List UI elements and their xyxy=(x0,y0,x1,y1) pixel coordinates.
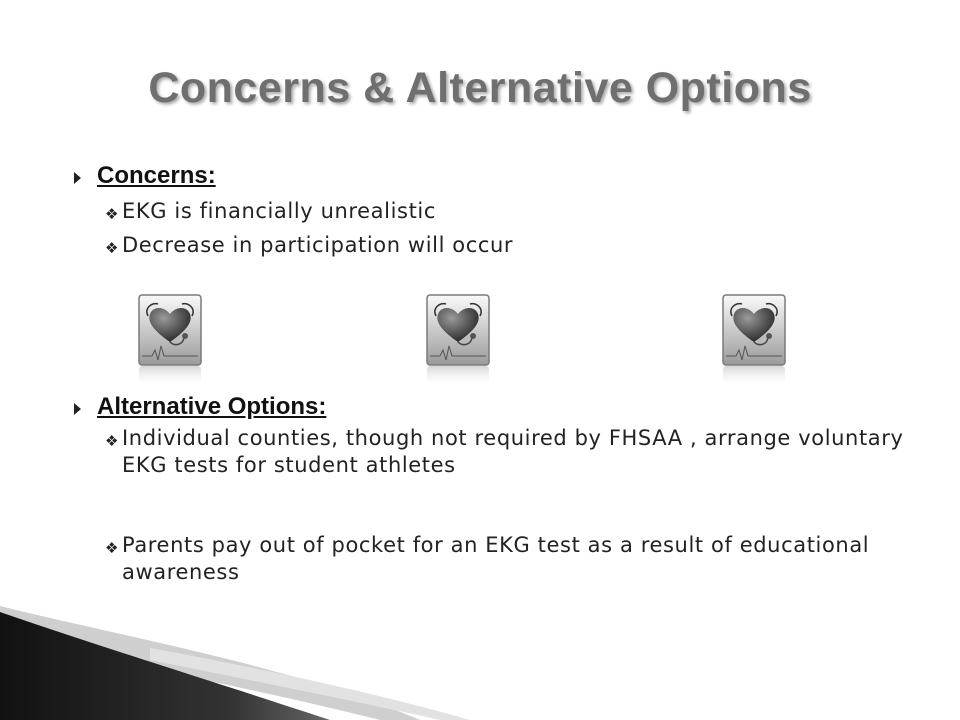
arrow-bullet-icon xyxy=(74,403,81,415)
concern-text: EKG is financially unrealistic xyxy=(122,199,436,223)
list-item xyxy=(74,198,914,225)
heart-stethoscope-ekg-icon xyxy=(426,294,490,390)
concerns-list xyxy=(74,198,914,259)
list-item xyxy=(74,232,914,259)
heart-stethoscope-ekg-icon xyxy=(138,294,202,390)
arrow-bullet-icon xyxy=(74,172,81,184)
concerns-heading: Concerns: xyxy=(97,162,216,189)
alternative-text: Parents pay out of pocket for an EKG test as a result of educational awareness xyxy=(122,533,870,584)
alternatives-heading: Alternative Options: xyxy=(97,393,327,420)
list-item xyxy=(74,425,914,479)
diamond-bullet-icon: ❖ xyxy=(105,432,120,450)
alternatives-list xyxy=(74,425,914,586)
list-item xyxy=(74,532,914,586)
heart-stethoscope-ekg-icon xyxy=(722,294,786,390)
concerns-section xyxy=(74,162,914,266)
alternatives-section xyxy=(74,393,914,639)
diamond-bullet-icon: ❖ xyxy=(105,205,120,223)
diamond-bullet-icon: ❖ xyxy=(105,239,120,257)
concerns-heading-row xyxy=(74,162,914,194)
diamond-bullet-icon: ❖ xyxy=(105,539,120,557)
slide-title: Concerns & Alternative Options xyxy=(148,64,812,112)
alternatives-heading-row xyxy=(74,393,914,425)
concern-text: Decrease in participation will occur xyxy=(122,233,514,257)
alternative-text: Individual counties, though not required by FHSAA , arrange voluntary EKG tests for student athletes xyxy=(122,426,904,477)
